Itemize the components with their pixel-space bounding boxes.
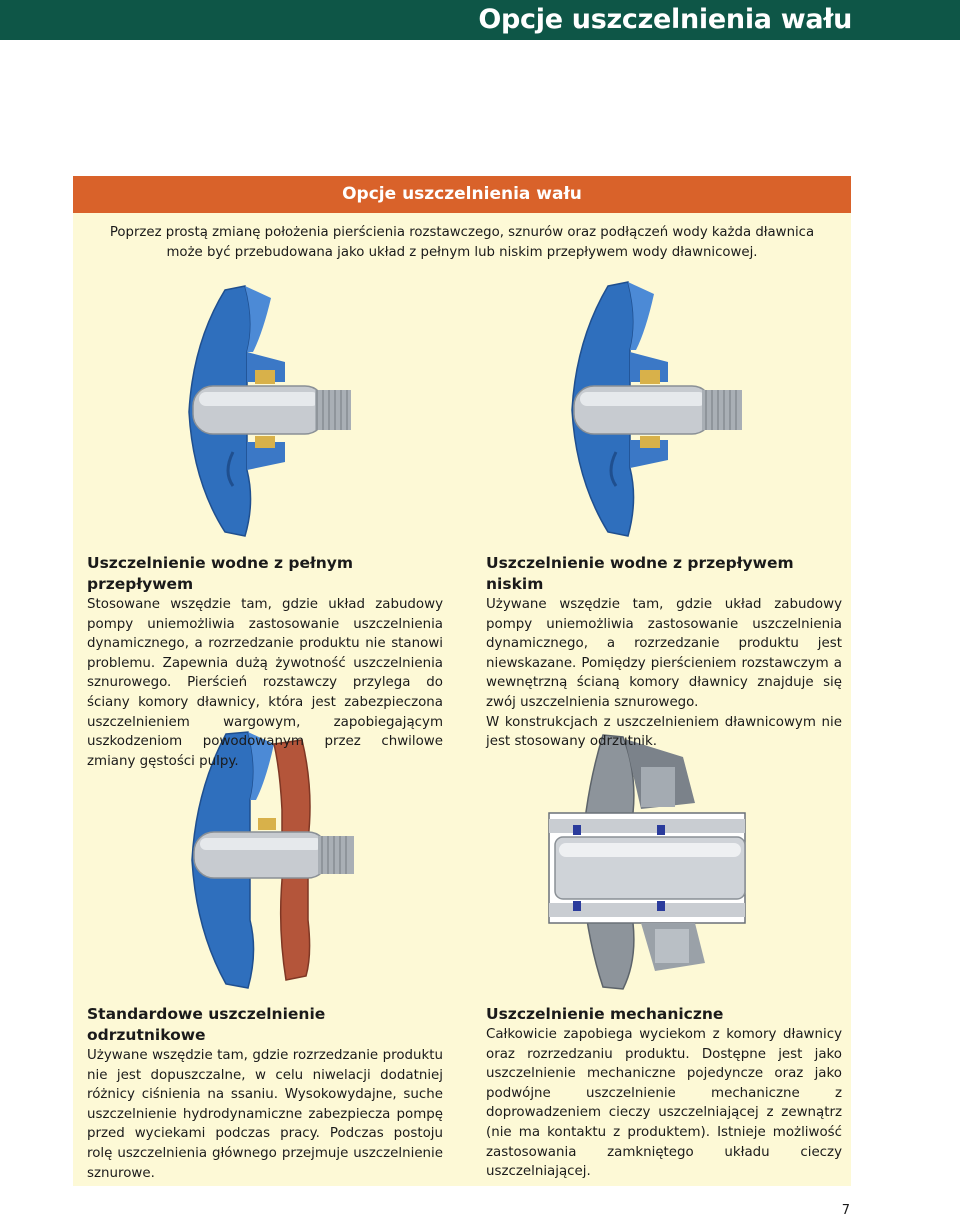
intro-line-2: może być przebudowana jako układ z pełnym lub niskim przepływem wody dławnicowej. <box>166 245 758 260</box>
section-full-flow <box>87 553 443 771</box>
section-body: Używane wszędzie tam, gdzie układ zabudowy pompy uniemożliwia zastosowanie uszczelnienia dynamicznego, a rozrzedzanie produktu jest niewskazane. Pomiędzy pierścieniem rozstawczym a wewnętrzną ścianą komory dławnicy znajduje się zwój uszczelnienia sznurowego. <box>486 597 842 710</box>
section-body: Całkowicie zapobiega wyciekom z komory dławnicy oraz rozrzedzaniu produktu. Dostępne jest jako uszczelnienie mechaniczne pojedyncze oraz jako podwójne uszczelnienie mechaniczne z doprowadzeniem cieczy uszczelniającej z zewnątrz (nie ma kontaktu z produktem). Istnieje możliwość zastosowania zamkniętego układu cieczy uszczelniającej. <box>486 1027 842 1180</box>
section-title: Uszczelnienie wodne z pełnym przepływem <box>87 554 354 593</box>
intro-text <box>93 223 831 263</box>
top-banner <box>0 0 960 40</box>
section-title: Uszczelnienie mechaniczne <box>486 1005 724 1023</box>
page-number: 7 <box>841 1203 850 1217</box>
page-title: Opcje uszczelnienia wału <box>478 4 852 35</box>
section-expeller <box>87 1004 443 1183</box>
section-body: Używane wszędzie tam, gdzie rozrzedzanie produktu nie jest dopuszczalne, w celu niwelacji dodatniej różnicy ciśnienia na ssaniu. Wysokowydajne, suche uszczelnienie hydrodynamiczne zabezpiecza pompę przed wyciekami podczas pracy. Podczas postoju rolę uszczelnienia głównego przejmuje uszczelnienie sznurowe. <box>87 1048 443 1181</box>
intro-line-1: Poprzez prostą zmianę położenia pierścienia rozstawczego, sznurów oraz podłączeń wody każda dławnica <box>109 225 815 240</box>
low-flow-seal-illustration <box>560 280 760 538</box>
section-body-extra: W konstrukcjach z uszczelnieniem dławnicowym nie jest stosowany odrzutnik. <box>486 714 842 750</box>
mechanical-seal-illustration <box>545 733 765 993</box>
full-flow-seal-illustration <box>175 282 365 540</box>
section-body: Stosowane wszędzie tam, gdzie układ zabudowy pompy uniemożliwia zastosowanie uszczelnienia dynamicznego, a rozrzedzanie produktu nie stanowi problemu. Zapewnia dużą żywotność uszczelnienia sznurowego. Pierścień rozstawczy przylega do ściany komory dławnicy, która jest zabezpieczona uszczelnieniem wargowym, zapobiegającym uszkodzeniom powodowanym przez chwilowe zmiany gęstości pulpy. <box>87 597 443 769</box>
panel-header <box>73 176 851 213</box>
panel-title: Opcje uszczelnienia wału <box>342 184 582 204</box>
section-mechanical <box>486 1004 842 1182</box>
section-title: Uszczelnienie wodne z przepływem niskim <box>486 554 794 593</box>
section-low-flow <box>486 553 842 752</box>
section-title: Standardowe uszczelnienie odrzutnikowe <box>87 1005 326 1044</box>
